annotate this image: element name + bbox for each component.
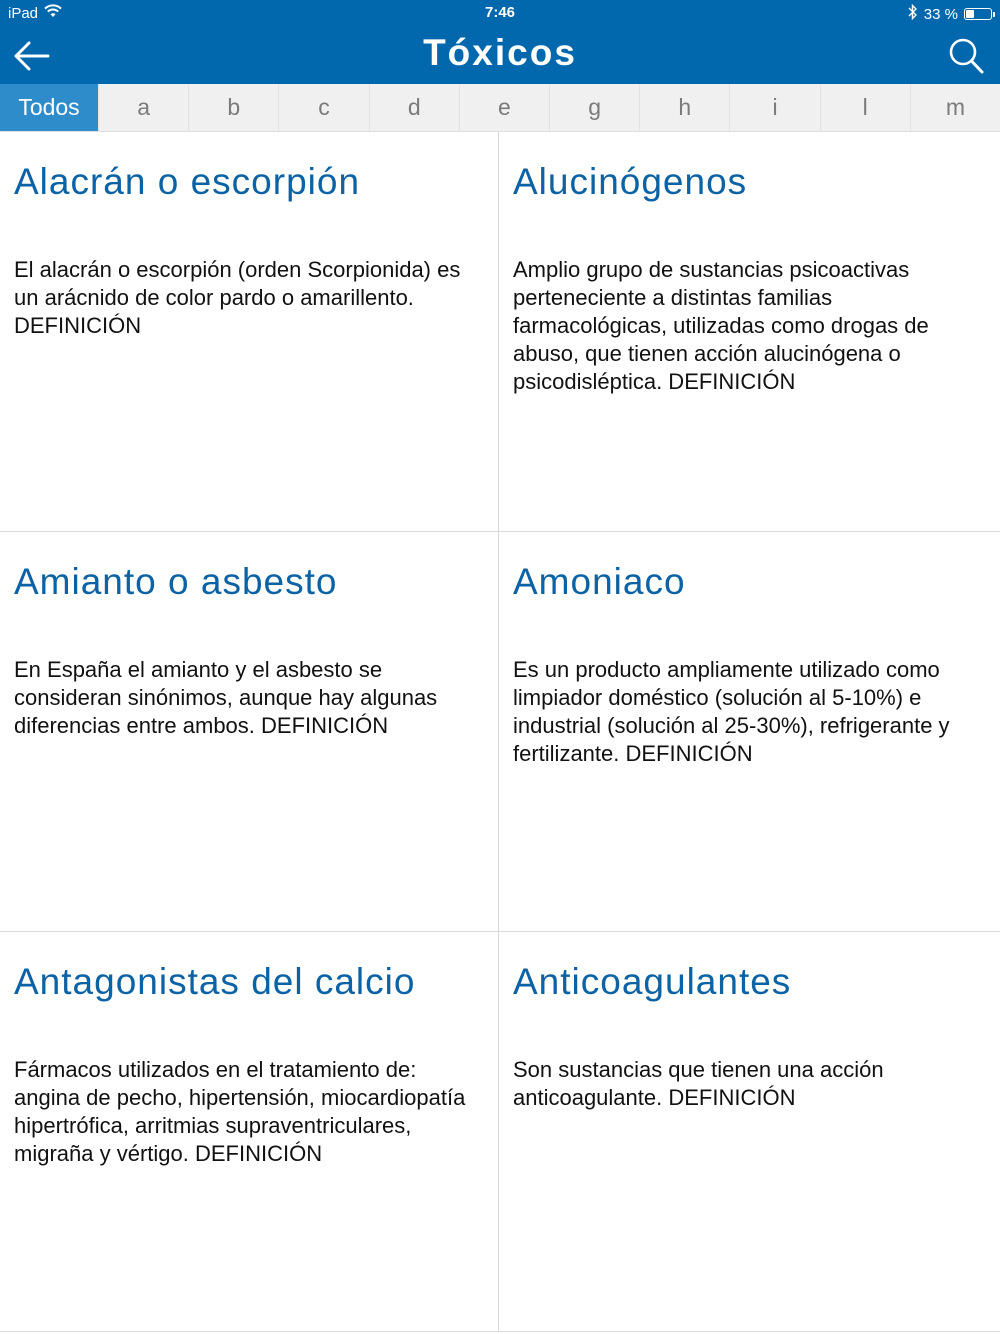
card-title: Alacrán o escorpión (14, 161, 361, 202)
tab-d[interactable]: d (370, 84, 460, 131)
tab-a[interactable]: a (99, 84, 189, 131)
alphabet-tabs (0, 84, 1000, 132)
card-title: Anticoagulantes (513, 961, 792, 1002)
tab-g[interactable]: g (550, 84, 640, 131)
tab-i[interactable]: i (730, 84, 820, 131)
tab-todos[interactable]: Todos (0, 84, 99, 131)
card-description: Amplio grupo de sustancias psicoactivas perteneciente a distintas familias farmacológicas, utilizadas como drogas de abuso, que tienen acción alucinógena o psicodisléptica. DEFINICIÓN (513, 257, 929, 394)
toxic-card-alacran[interactable] (0, 132, 499, 532)
app-header (0, 28, 1000, 84)
toxics-grid (0, 132, 1000, 1332)
tab-l[interactable]: l (821, 84, 911, 131)
device-label: iPad (8, 4, 39, 22)
card-description: Son sustancias que tienen una acción anticoagulante. DEFINICIÓN (513, 1057, 884, 1110)
search-button[interactable] (946, 36, 986, 76)
page-title: Tóxicos (423, 32, 577, 73)
toxic-card-anticoagulantes[interactable] (499, 932, 1000, 1332)
status-time: 7:46 (484, 4, 516, 21)
tab-m[interactable]: m (945, 94, 966, 120)
toxic-card-amoniaco[interactable] (499, 532, 1000, 932)
search-icon (946, 36, 986, 76)
toxic-card-alucinogenos[interactable] (499, 132, 1000, 532)
card-title: Amoniaco (513, 561, 686, 602)
card-title: Alucinógenos (513, 161, 748, 202)
status-right (908, 4, 992, 24)
tab-b[interactable]: b (189, 84, 279, 131)
card-description: El alacrán o escorpión (orden Scorpionida) es un arácnido de color pardo o amarillento. DEFINICIÓN (14, 257, 461, 338)
battery-level (966, 10, 974, 18)
status-bar (0, 0, 1000, 28)
toxic-card-amianto[interactable] (0, 532, 499, 932)
card-title: Amianto o asbesto (14, 561, 338, 602)
card-description: Es un producto ampliamente utilizado como limpiador doméstico (solución al 5-10%) e industrial (solución al 25-30%), refrigerante y fertilizante. DEFINICIÓN (513, 657, 950, 766)
card-description: En España el amianto y el asbesto se consideran sinónimos, aunque hay algunas diferencias entre ambos. DEFINICIÓN (14, 657, 438, 738)
bluetooth-icon (908, 4, 918, 24)
card-title: Antagonistas del calcio (14, 961, 416, 1002)
card-description: Fármacos utilizados en el tratamiento de: angina de pecho, hipertensión, miocardiopatía hipertrófica, arritmias supraventriculares, migraña y vértigo. DEFINICIÓN (14, 1057, 466, 1166)
battery-icon (964, 8, 992, 20)
tab-h[interactable]: h (640, 84, 730, 131)
battery-percent: 33 % (923, 5, 958, 23)
toxic-card-antagonistas-calcio[interactable] (0, 932, 499, 1332)
tab-e[interactable]: e (460, 84, 550, 131)
tab-c[interactable]: c (279, 84, 369, 131)
